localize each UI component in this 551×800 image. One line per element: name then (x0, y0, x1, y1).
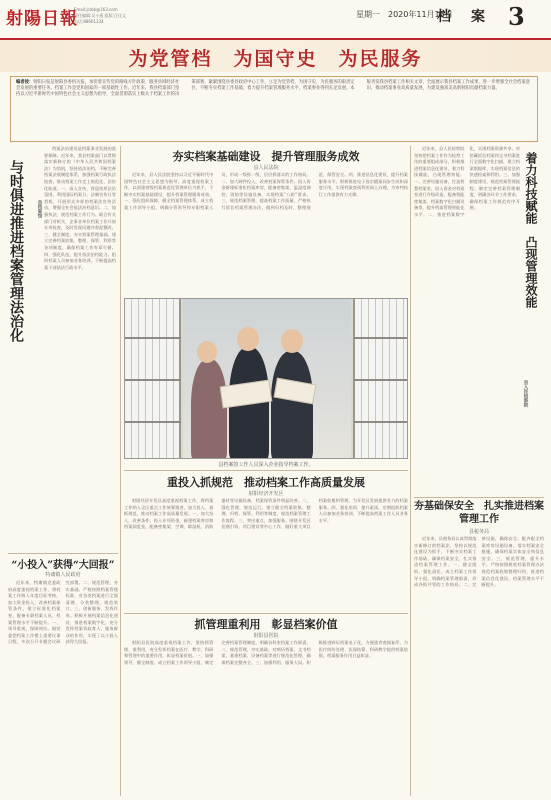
article-byline: 县税务局 (468, 529, 489, 535)
news-photo (124, 298, 408, 459)
newspaper-logo: 射陽日報 (6, 9, 78, 29)
banner-title: 为党管档 为国守史 为民服务 (128, 48, 423, 70)
section-divider (414, 497, 544, 498)
article-headline: 夯实档案基础建设 提升管理服务成效 (172, 150, 360, 163)
editor-note (10, 76, 538, 142)
article-body: 近年来，县税务局认真贯彻落实新修订的档案法，坚持以规范化建设为抓手，不断夯实档案工作基础，确保档案安全，扎实推进档案管理工作。一、健全组织，强化责任。成立档案工作领导小组，明确档案管理职责，形成齐抓共管的工作格局。二、完善设施，确保安全。配齐配全档案库房设施设备，落实档案安全措施，确保档案实体安全和信息安全。三、规范管理，提升水平。严格按照税收档案管理办法规范档案收集整理归档，推进档案信息化建设，档案管理水平不断提升。 (414, 536, 544, 588)
section-divider (8, 553, 118, 554)
article-headline: 抓管理重利用 彰显档案价值 (194, 618, 338, 631)
article-body: 射阳县医院高度重视档案工作，坚持抓管理、重利用，充分发挥档案在医疗、教学、科研和管理中的重要作用，彰显档案价值。一、加强领导，健全制度。成立档案工作领导小组，制定完善档案管理制度，明确各科室档案工作职责。二、规范管理，夯实基础。对病历档案、文书档案、基建档案、设备档案等进行规范化管理，确保档案完整齐全。三、加强利用，服务大局。积极推进病历档案电子化，方便患者查阅复印，为医疗纠纷处理、医保结算、科研教学提供档案依据，档案服务作用日益彰显。 (124, 640, 408, 665)
masthead (0, 0, 551, 40)
article-body: 档案法治建设是档案事业发展的重要保障。近年来，我县档案部门以贯彻落实新修订的《中华人民共和国档案法》为契机，坚持依法治档，不断完善档案法规制度体系，加强档案行政执法检查，推动档案工作走上规范化、法治化轨道。一、深入宣传，营造浓厚法治氛围。利用国际档案日、法制宣传日等契机，开展形式多样的档案法宣传活动，增强全社会依法治档意识。二、加强执法，规范档案工作行为。联合有关部门对机关、企事业单位档案工作开展专项检查，及时发现问题并督促整改。三、健全制度，夯实档案管理基础。建立完善档案收集、整理、保管、利用等各项制度，确保档案工作有章可循。四、强化队伍，提升依法治档能力。组织档案人员参加业务培训，不断提高档案干部依法行政水平。 (44, 146, 116, 270)
column-divider (410, 146, 411, 796)
masthead-info: Email:jrsbk@163.com 责任编辑:吴小燕 组版:汪佳文 电话:88661234 (74, 7, 126, 24)
article-byline: 县档案馆 (37, 200, 42, 218)
section-name: 档 案 (437, 9, 488, 25)
section-divider (124, 470, 408, 471)
article-body: 近年来，县人民法院坚持以习近平新时代中国特色社会主义思想为指导，高度重视档案工作，以创建省级档案规范化管理单位为抓手，不断夯实档案基础建设，提升档案管理服务成效。一、强化组织保障，健全档案管理体系。成立档案工作领导小组，明确分管领导和专职档案人员，形成一级抓一级、层层抓落实的工作格局。二、加大硬件投入，改善档案保管条件。投入资金新建标准化档案库房，配备密集架、温湿度调控、消防等设施设备，实现档案“八防”要求。三、规范档案管理，提高档案工作质量。严格执行诉讼档案管理办法，做到归档及时、整理规范、保管安全。四、推进信息化建设，提升档案服务水平。积极推进电子卷宗随案同步生成和深度应用，实现档案查阅利用网上办理，为审判执行工作提供有力支撑。 (124, 172, 408, 210)
article-body: 近年来，特庸镇党委政府高度重视档案工作，将档案工作纳入年度目标考核，加大资金投入，改善档案保管条件，建立标准化档案室，配备专职档案人员，档案管理水平不断提升。一、领导重视，保障到位。镇党委把档案工作摆上重要议事日程，多次召开专题会议研究部署。二、规范管理，夯实基础。严格按照档案管理标准，对各类档案进行全面清理、分类整理、规范装订。三、创新服务，发挥作用。积极开展档案信息化建设，推进档案数字化，充分发挥档案资政育人、服务群众的作用，实现了以小投入获得大回报。 (8, 580, 118, 645)
column-divider (120, 146, 121, 796)
editor-note-text: 射阳日报是射阳县委机关报，承担着宣传党的路线方针政策、服务县域经济社会发展的重要任务。档案工作是党和国家的一项基础性工作，近年来，我县档案部门坚持以习近平新时代中国特色社会主义思想为指导，全面贯彻落实上级关于档案工作的决策部署，紧紧围绕县委县政府中心工作，立足为党管档、为国守史、为民服务的职责定位，不断夯实档案工作基础，着力提升档案管理服务水平，档案事业得到长足发展。本版刊发我县档案工作相关文章，全面展示我县档案工作成果，进一步增强全社会档案意识，推动档案事业高质量发展，为建设强富美高新射阳贡献档案力量。 (16, 80, 530, 98)
article-headline: 夯基础保安全 扎实推进档案管理工作 (414, 501, 544, 525)
article-headline: “小投入”获得“大回报” (11, 560, 115, 571)
article-headline: 重投入抓规范 推动档案工作高质量发展 (167, 476, 365, 489)
article-body: 近年来，县人民检察院坚持把档案工作作为检察工作的重要组成部分，积极推进档案信息化建设，着力科技赋能，凸现管理效能。一、完善设施设备，打造智慧档案室。投入资金对档案室进行升级改造，配备智能密集架、档案数字化扫描设备等，提升档案管理智能化水平。二、推进档案数字化，实现档案资源共享。对馆藏诉讼档案和文书档案进行全面数字化扫描，建立档案数据库，实现档案信息的快速检索和利用。三、加强制度建设，规范档案管理流程。制定完善档案管理制度，明确各环节工作要求，确保档案工作规范有序开展。 (414, 146, 520, 217)
editor-note-lead: 编者按： (16, 80, 34, 85)
photo-caption: 县档案馆工作人员深入企业指导档案工作。 (218, 462, 314, 468)
article-body: 射阳经济开发区高度重视档案工作，将档案工作纳入全区重点工作统筹推进，加大投入、狠抓规范，推动档案工作高质量发展。一、加大投入，改善条件。投入专项资金，新建档案库房和档案阅览室，配备密集架、空调、除湿机、消防器材等设施设备，档案保管条件明显改善。二、强化管理，规范运行。建立健全档案收集、整理、归档、保管、利用等制度，规范档案管理工作流程。三、突出重点，加强服务。围绕开发区招商引资、项目建设等中心工作，做好重大项目档案收集和管理，为开发区发展提供有力的档案服务。四、强化培训，提升素质。定期组织档案人员参加业务培训，不断提高档案工作人员业务水平。 (124, 498, 408, 530)
article-byline: 特庸镇人民政府 (45, 572, 81, 578)
article-headline: 着力科技赋能 凸现管理效能 (524, 152, 538, 308)
article-byline: 县人民法院 (253, 165, 279, 171)
article-byline: 射阳县医院 (253, 633, 279, 639)
page-banner (0, 40, 551, 72)
article-headline: 与时俱进推进档案管理法治化 (8, 160, 24, 342)
article-byline: 县人民检察院 (523, 380, 528, 407)
page-number: 3 (508, 2, 525, 31)
article-byline: 射阳经济开发区 (248, 491, 284, 497)
section-divider (124, 613, 408, 614)
issue-date: 星期一 2020年11月16日 (356, 10, 453, 19)
